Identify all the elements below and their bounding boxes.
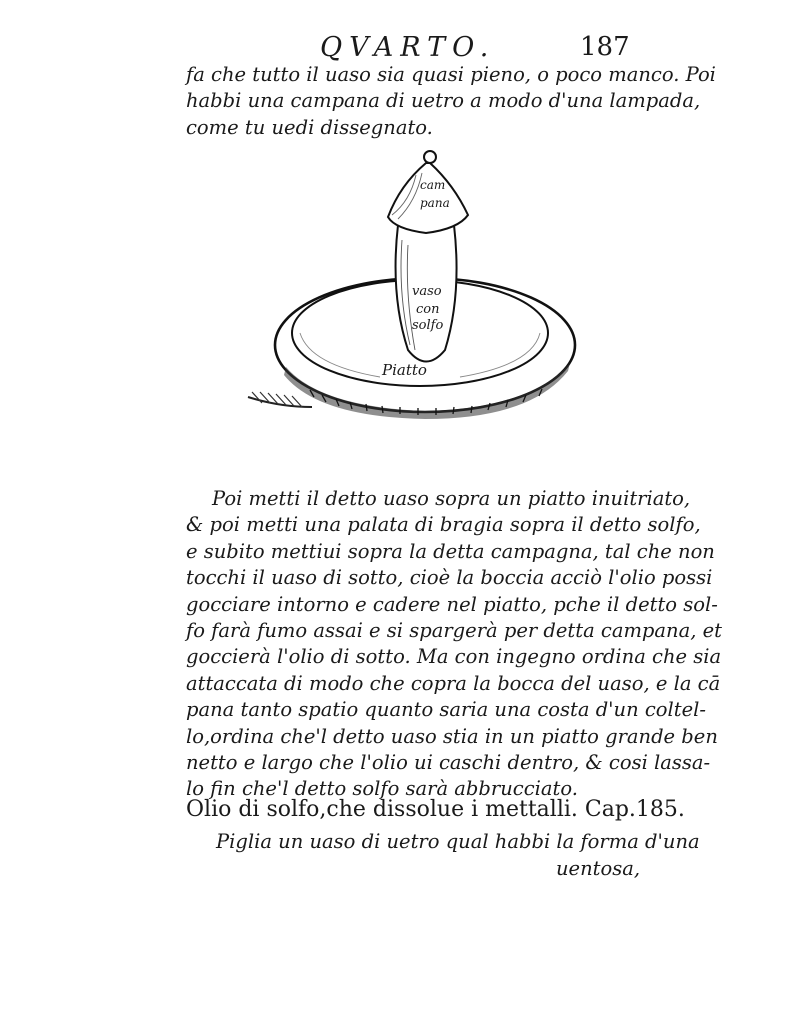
text-line: lo fin che'l detto solfo sarà abbrucciato. [186, 777, 578, 801]
top-paragraph [186, 62, 716, 141]
bell-ring [424, 151, 436, 163]
text-line: netto e largo che l'olio ui caschi dentro, & cosi lassa- [186, 751, 711, 775]
main-paragraph [186, 486, 723, 803]
text-line: come tu uedi dissegnato. [186, 115, 433, 139]
woodcut-illustration [240, 145, 600, 435]
label-piatto: Piatto [382, 361, 427, 379]
label-vaso-2: con [416, 302, 440, 317]
text-line: lo,ordina che'l detto uaso stia in un piatto grande ben [186, 724, 718, 748]
label-vaso-1: vaso [412, 284, 442, 299]
chapter-paragraph [186, 829, 700, 855]
text-line: habbi una campana di uetro a modo d'una lampada, [186, 89, 701, 113]
label-vaso-3: solfo [412, 318, 444, 333]
text-line: Piglia un uaso di uetro qual habbi la forma d'una [216, 830, 700, 853]
text-line: Poi metti il detto uaso sopra un piatto inuitriato, [212, 487, 691, 510]
page-number: 187 [580, 32, 630, 62]
text-line: tocchi il uaso di sotto, cioè la boccia acciò l'olio possi [186, 566, 713, 590]
label-campana-2: pana [420, 196, 450, 210]
chapter-heading: Olio di solfo,che dissolue i mettalli. Cap.185. [186, 797, 685, 822]
text-line: attaccata di modo che copra la bocca del uaso, e la cā [186, 671, 721, 695]
catchword: uentosa, [556, 857, 641, 880]
text-line: e subito mettiui sopra la detta campagna, tal che non [186, 539, 715, 563]
text-line: gocciare intorno e cadere nel piatto, pche il detto sol- [186, 592, 718, 616]
text-line: fa che tutto il uaso sia quasi pieno, o poco manco. Poi [186, 63, 716, 86]
text-line: & poi metti una palata di bragia sopra il detto solfo, [186, 513, 701, 537]
label-campana-1: cam [420, 178, 446, 192]
text-line: pana tanto spatio quanto saria una costa d'un coltel- [186, 698, 706, 722]
text-line: fo farà fumo assai e si spargerà per detta campana, et [186, 619, 723, 643]
running-head: QVARTO. [320, 32, 496, 63]
text-line: goccierà l'olio di sotto. Ma con ingegno ordina che sia [186, 645, 722, 669]
